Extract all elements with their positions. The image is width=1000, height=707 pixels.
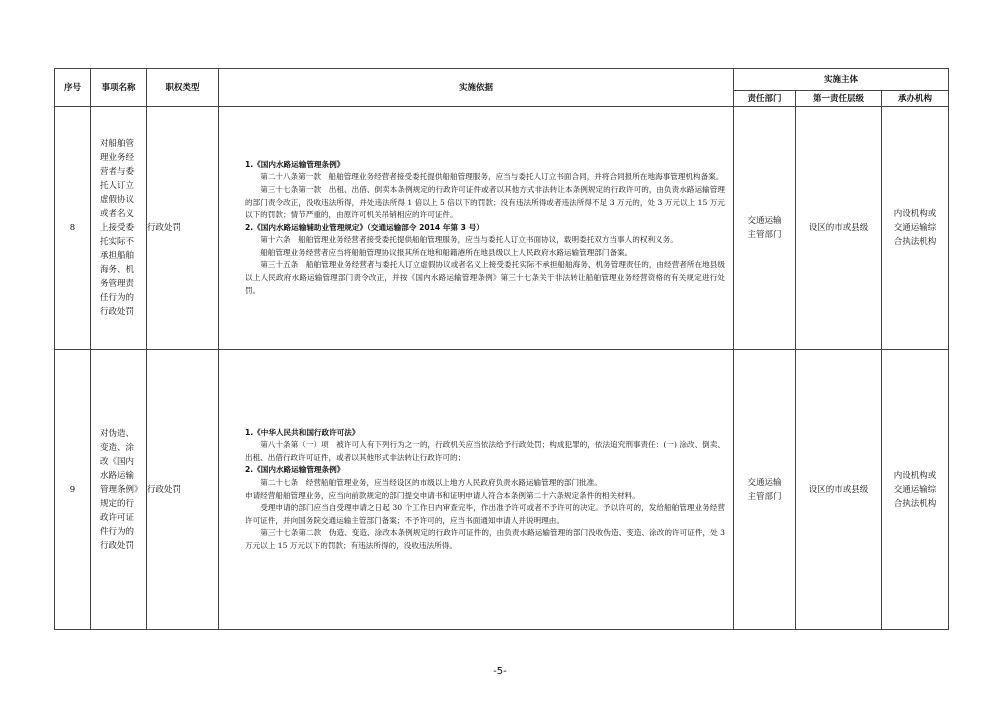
header-level: 第一责任层级 [796, 91, 882, 107]
table-row [55, 350, 949, 630]
row-responsible-dept: 交通运输主管部门 [734, 107, 796, 350]
row-power-type: 行政处罚 [147, 350, 219, 630]
row-basis [219, 107, 734, 350]
header-row-1 [55, 69, 949, 91]
header-seq: 序号 [55, 69, 91, 107]
row-item-name: 对船舶管理业务经营者与委托人订立虚假协议或者名义上接受委托实际不承担船舶海务、机务管理责任行为的行政处罚 [91, 107, 147, 350]
basis-paragraph: 申请经营船舶管理业务，应当向前款规定的部门提交申请书和证明申请人符合本条例第二十六条规定条件的相关材料。 [245, 490, 640, 500]
basis-paragraph: 第三十五条 船舶管理业务经营者与委托人订立虚假协议或者名义上接受委托实际不承担船舶海务、机务管理责任的，由经营者所在地县级以上人民政府水路运输管理部门责令改正，并按《国内水路运输管理条例》第三十七条关于非法转让船舶管理业务经营资格的有关规定进行处罚。 [245, 260, 725, 295]
row-responsible-dept: 交通运输主管部门 [734, 350, 796, 630]
basis-law-title: 2.《国内水路运输管理条例》 [245, 465, 345, 475]
header-dept: 责任部门 [734, 91, 796, 107]
basis-law-title: 1.《中华人民共和国行政许可法》 [245, 427, 360, 437]
basis-paragraph: 第三十七条第一款 出租、出借、倒卖本条例规定的行政许可证件或者以其他方式非法转让本条例规定的行政许可的，由负责水路运输管理的部门责令改正，没收违法所得，并处违法所得 1 倍以上 5 倍以下的罚款；没有违法所得或者违法所得不足 3 万元的，处 3 万元以上 15 万元以下的罚款；情节严重的，由原许可机关吊销相应的许可证件。 [245, 184, 725, 220]
basis-paragraph: 第三十七条第二款 伪造、变造、涂改本条例规定的行政许可证件的，由负责水路运输管理的部门没收伪造、变造、涂改的许可证件，处 3 万元以上 15 万元以下的罚款；有违法所得的，没收违法所得。 [245, 528, 725, 550]
row-power-type: 行政处罚 [147, 107, 219, 350]
row-seq: 8 [55, 107, 91, 350]
row-first-level: 设区的市或县级 [796, 107, 882, 350]
basis-law-title: 1.《国内水路运输管理条例》 [245, 159, 345, 169]
basis-paragraph: 第二十八条第一款 船舶管理业务经营者接受委托提供船舶管理服务，应当与委托人订立书面合同，并将合同报所在地海事管理机构备案。 [260, 172, 724, 182]
basis-paragraph: 第八十条第（一）项 被许可人有下列行为之一的，行政机关应当依法给予行政处罚；构成犯罪的，依法追究刑事责任：(一) 涂改、倒卖、出租、出借行政许可证件，或者以其他形式非法转让行政许可的； [245, 440, 725, 462]
basis-paragraph: 第十六条 船舶管理业务经营者接受委托提供船舶管理服务，应当与委托人订立书面协议，载明委托双方当事人的权利义务。 [260, 235, 678, 245]
row-basis [219, 350, 734, 630]
header-item-name: 事项名称 [91, 69, 147, 107]
header-power-type: 职权类型 [147, 69, 219, 107]
row-item-name: 对伪造、变造、涂改《国内水路运输管理条例》规定的行政许可证件行为的行政处罚 [91, 350, 147, 630]
row-seq: 9 [55, 350, 91, 630]
row-agency: 内设机构或交通运输综合执法机构 [882, 107, 949, 350]
basis-paragraph: 第二十七条 经营船舶管理业务，应当经设区的市级以上地方人民政府负责水路运输管理的部门批准。 [260, 477, 602, 487]
header-agency: 承办机构 [882, 91, 949, 107]
page-number: -5- [493, 666, 507, 677]
basis-law-title: 2.《国内水路运输辅助业管理规定》（交通运输部令 2014 年第 3 号） [245, 222, 484, 232]
basis-paragraph: 船舶管理业务经营者应当将船舶管理协议报其所在地和船籍港所在地县级以上人民政府水路运输管理部门备案。 [260, 247, 633, 257]
row-first-level: 设区的市或县级 [796, 350, 882, 630]
basis-paragraph: 受理申请的部门应当自受理申请之日起 30 个工作日内审查完毕，作出准予许可或者不予许可的决定。予以许可的，发给船舶管理业务经营许可证件，并向国务院交通运输主管部门备案；不予许可的，应当书面通知申请人并说明理由。 [245, 503, 725, 525]
header-subject: 实施主体 [734, 69, 949, 91]
table-row [55, 107, 949, 350]
enforcement-items-table [54, 68, 949, 630]
header-basis: 实施依据 [219, 69, 734, 107]
row-agency: 内设机构或交通运输综合执法机构 [882, 350, 949, 630]
